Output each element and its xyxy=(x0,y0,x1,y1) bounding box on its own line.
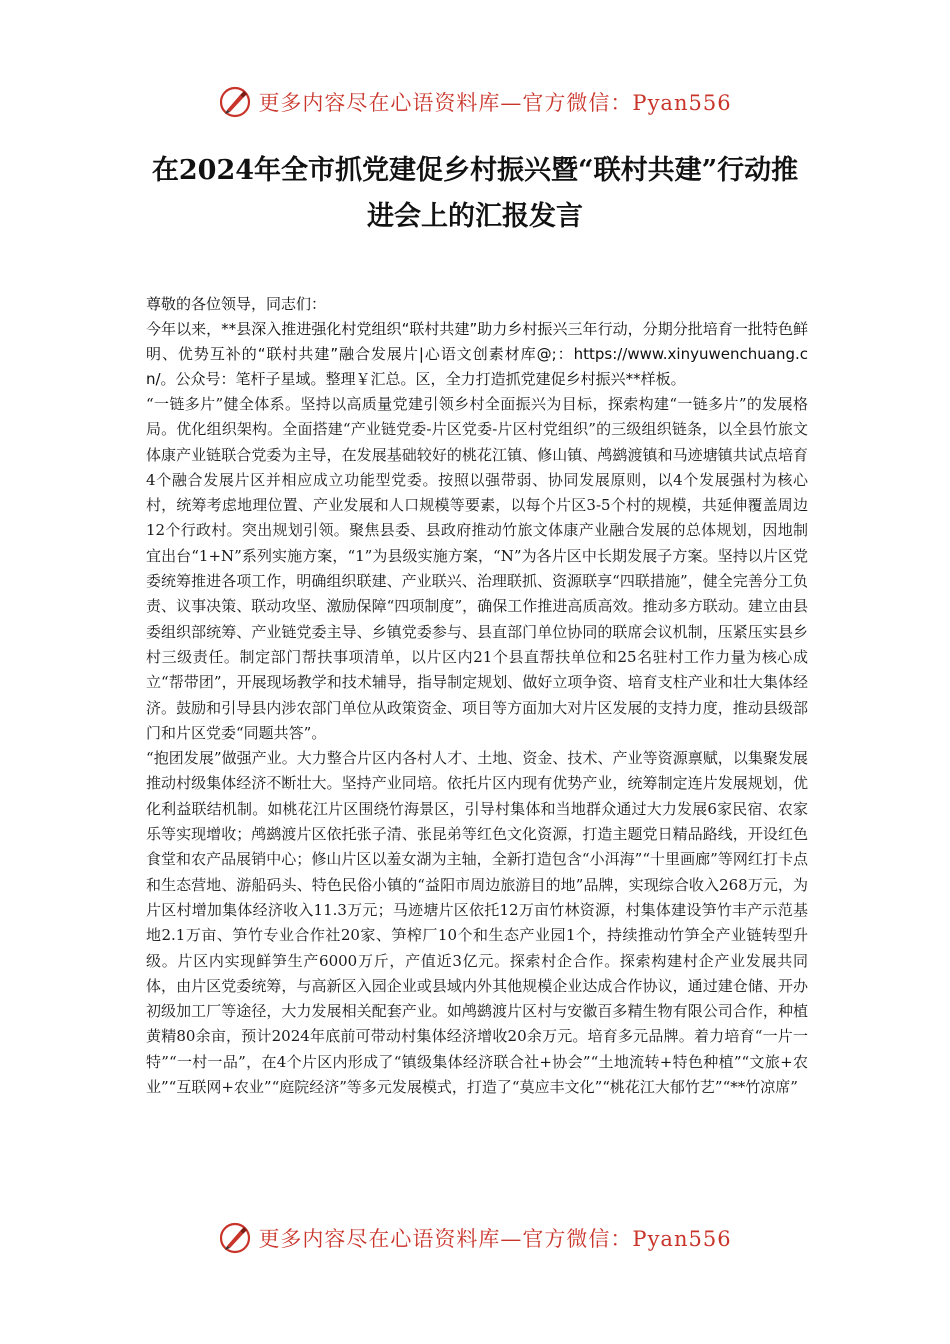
banner-text: 更多内容尽在心语资料库—官方微信：Pyan556 xyxy=(258,91,732,115)
pen-logo-icon xyxy=(218,1221,252,1255)
banner-text: 更多内容尽在心语资料库—官方微信：Pyan556 xyxy=(258,1227,732,1251)
document-body xyxy=(146,292,808,1100)
intro-paragraph: 今年以来，**县深入推进强化村党组织“联村共建”助力乡村振兴三年行动，分期分批培育一批特色鲜明、优势互补的“联村共建”融合发展片|心语文创素材库@;：https://www.xinyuwenchuang.cn/。公众号：笔杆子星域。整理￥汇总。区，全力打造抓党建促乡村振兴**样板。 xyxy=(146,320,808,388)
paragraph-2: “抱团发展”做强产业。大力整合片区内各村人才、土地、资金、技术、产业等资源禀赋，以集聚发展推动村级集体经济不断壮大。坚持产业同培。依托片区内现有优势产业，统筹制定连片发展规划，优化利益联结机制。如桃花江片区围绕竹海景区，引导村集体和当地群众通过大力发展6家民宿、农家乐等实现增收；鸬鹚渡片区依托张子清、张昆弟等红色文化资源，打造主题党日精品路线，开设红色食堂和农产品展销中心；修山片区以羞女湖为主轴，全新打造包含“小洱海”“十里画廊”等网红打卡点和生态营地、游船码头、特色民俗小镇的“益阳市周边旅游目的地”品牌，实现综合收入268万元，为片区村增加集体经济收入11.3万元；马迹塘片区依托12万亩竹林资源，村集体建设笋竹丰产示范基地2.1万亩、笋竹专业合作社20家、笋榨厂10个和生态产业园1个，持续推动竹笋全产业链转型升级。片区内实现鲜笋生产6000万斤，产值近3亿元。探索村企合作。探索构建村企产业发展共同体，由片区党委统筹，与高新区入园企业或县域内外其他规模企业达成合作协议，通过建仓储、开办初级加工厂等途径，大力发展相关配套产业。如鸬鹚渡片区村与安徽百多精生物有限公司合作，种植黄精80余亩，预计2024年底前可带动村集体经济增收20余万元。培育多元品牌。着力培育“一片一特”“一村一品”，在4个片区内形成了“镇级集体经济联合社+协会”“土地流转+特色种植”“文旅+农业”“互联网+农业”“庭院经济”等多元发展模式，打造了“莫应丰文化”“桃花江大郁竹艺”“**竹凉席” xyxy=(146,749,808,1097)
salutation: 尊敬的各位领导，同志们： xyxy=(146,295,327,313)
paragraph-1: “一链多片”健全体系。坚持以高质量党建引领乡村全面振兴为目标，探索构建“一链多片”的发展格局。优化组织架构。全面搭建“产业链党委-片区党委-片区村党组织”的三级组织链条，以全县竹旅文体康产业链联合党委为主导，在发展基础较好的桃花江镇、修山镇、鸬鹚渡镇和马迹塘镇共试点培育4个融合发展片区并相应成立功能型党委。按照以强带弱、协同发展原则，以4个发展强村为核心村，统筹考虑地理位置、产业发展和人口规模等要素，以每个片区3-5个村的规模，共延伸覆盖周边12个行政村。突出规划引领。聚焦县委、县政府推动竹旅文体康产业融合发展的总体规划，因地制宜出台“1+N”系列实施方案，“1”为县级实施方案，“N”为各片区中长期发展子方案。坚持以片区党委统筹推进各项工作，明确组织联建、产业联兴、治理联抓、资源联享“四联措施”，健全完善分工负责、议事决策、联动攻坚、激励保障“四项制度”，确保工作推进高质高效。推动多方联动。建立由县委组织部统筹、产业链党委主导、乡镇党委参与、县直部门单位协同的联席会议机制，压紧压实县乡村三级责任。制定部门帮扶事项清单，以片区内21个县直帮扶单位和25名驻村工作力量为核心成立“帮带团”，开展现场教学和技术辅导，指导制定规划、做好立项争资、培育支柱产业和壮大集体经济。鼓励和引导县内涉农部门单位从政策资金、项目等方面加大对片区发展的支持力度，推动县级部门和片区党委“同题共答”。 xyxy=(146,395,808,742)
document-title: 在2024年全市抓党建促乡村振兴暨“联村共建”行动推进会上的汇报发言 xyxy=(151,155,799,232)
header-banner xyxy=(0,82,950,122)
pen-logo-icon xyxy=(218,85,252,119)
footer-banner xyxy=(0,1218,950,1258)
